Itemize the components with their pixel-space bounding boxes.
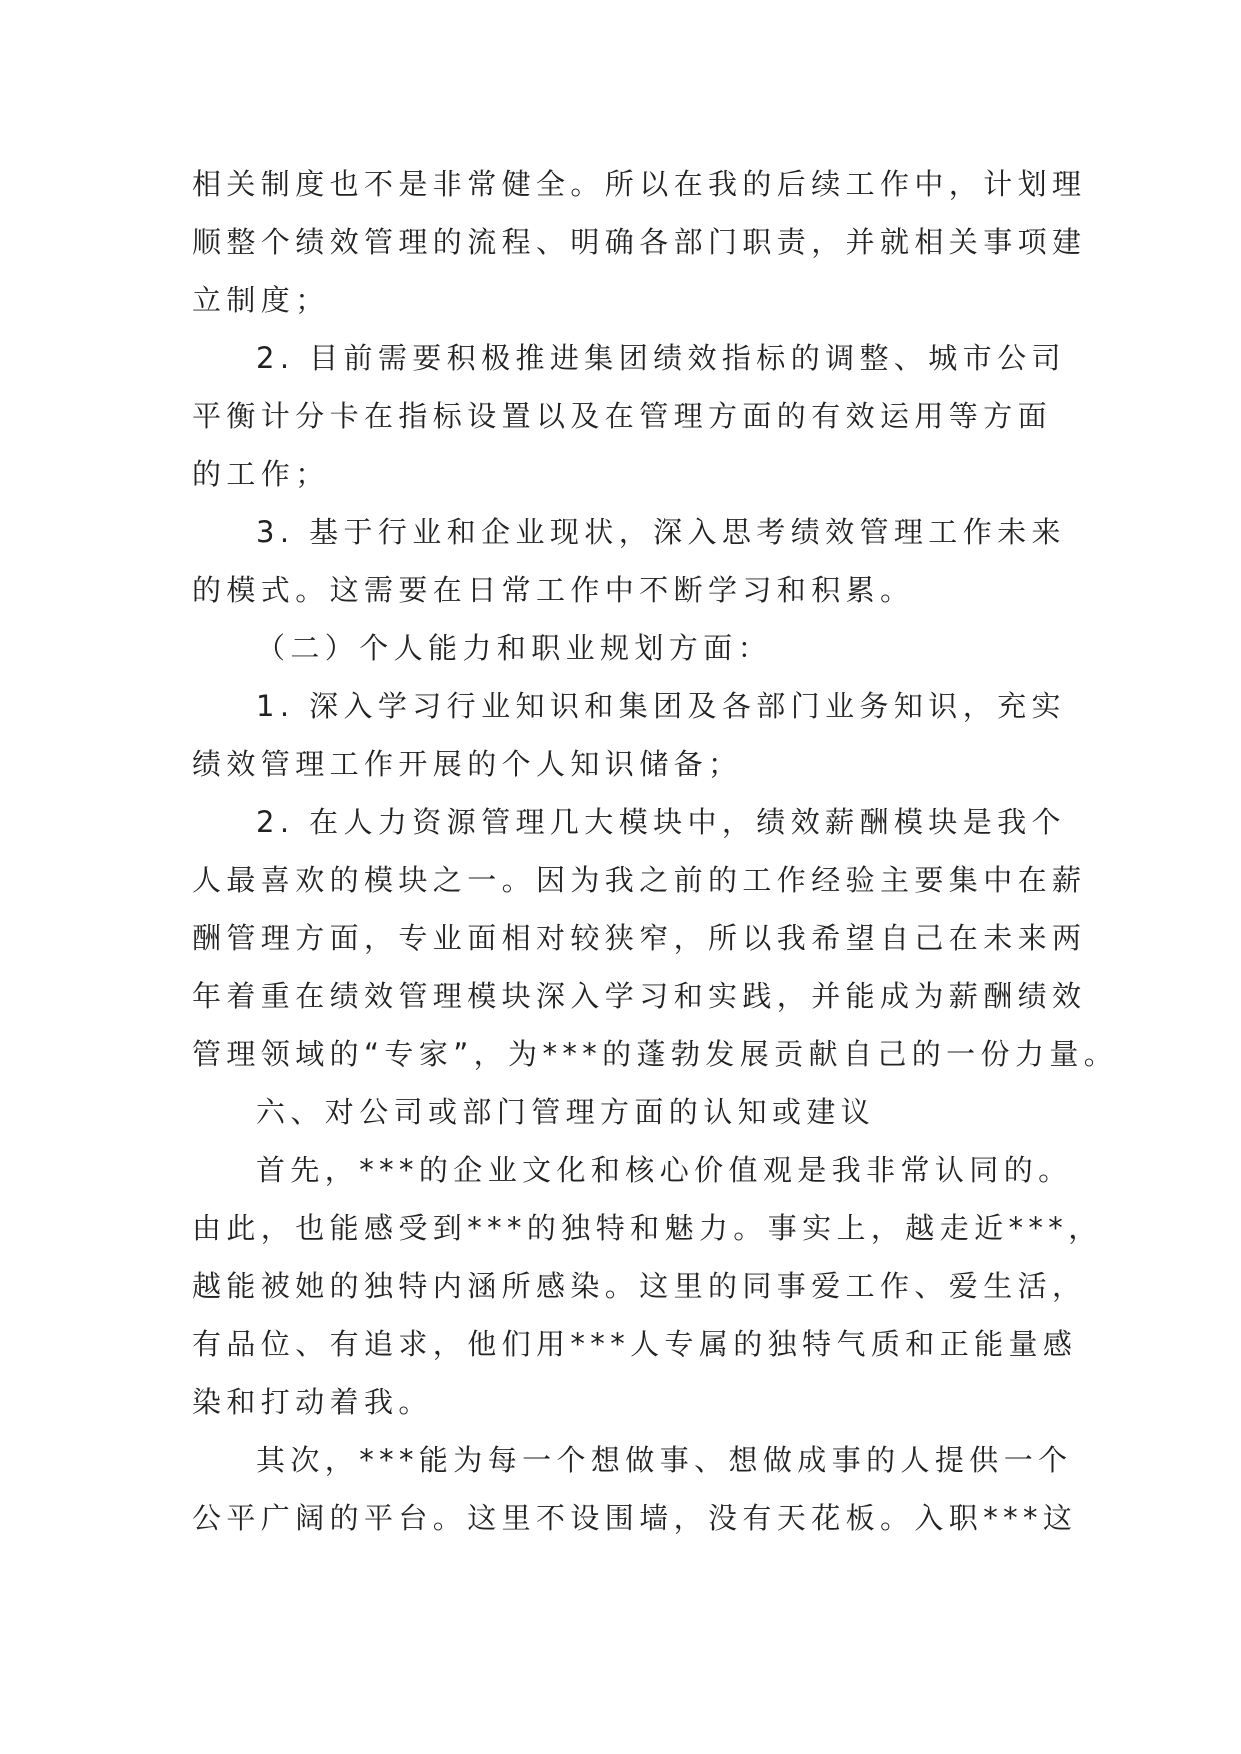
text-line: 人最喜欢的模块之一。因为我之前的工作经验主要集中在薪 — [192, 863, 1087, 897]
list-item-line: 1. 深入学习行业知识和集团及各部门业务知识，充实 — [256, 689, 1066, 723]
text-line: 年着重在绩效管理模块深入学习和实践，并能成为薪酬绩效 — [192, 979, 1087, 1013]
text-line: 立制度； — [192, 283, 330, 317]
text-line: 公平广阔的平台。这里不设围墙，没有天花板。入职***这 — [192, 1501, 1078, 1535]
list-item-line: 2. 目前需要积极推进集团绩效指标的调整、城市公司 — [256, 341, 1066, 375]
text-line: 的工作； — [192, 457, 330, 491]
text-line: 绩效管理工作开展的个人知识储备； — [192, 747, 743, 781]
text-line: 越能被她的独特内涵所感染。这里的同事爱工作、爱生活， — [192, 1269, 1087, 1303]
text-line: 管理领域的“专家”，为***的蓬勃发展贡献自己的一份力量。 — [192, 1037, 1119, 1071]
section-heading: （二）个人能力和职业规划方面： — [256, 631, 773, 665]
text-line: 染和打动着我。 — [192, 1385, 433, 1419]
document-body — [192, 155, 1119, 1547]
section-heading: 六、对公司或部门管理方面的认知或建议 — [256, 1095, 876, 1129]
text-line: 有品位、有追求，他们用***人专属的独特气质和正能量感 — [192, 1327, 1078, 1361]
text-line: 平衡计分卡在指标设置以及在管理方面的有效运用等方面 — [192, 399, 1053, 433]
text-line: 由此，也能感受到***的独特和魅力。事实上，越走近***， — [192, 1211, 1103, 1245]
list-item-line: 3. 基于行业和企业现状，深入思考绩效管理工作未来 — [256, 515, 1066, 549]
text-line: 顺整个绩效管理的流程、明确各部门职责，并就相关事项建 — [192, 225, 1087, 259]
list-item-line: 2. 在人力资源管理几大模块中，绩效薪酬模块是我个 — [256, 805, 1066, 839]
text-line: 相关制度也不是非常健全。所以在我的后续工作中，计划理 — [192, 167, 1087, 201]
paragraph-first-line: 首先，***的企业文化和核心价值观是我非常认同的。 — [256, 1153, 1073, 1187]
text-line: 的模式。这需要在日常工作中不断学习和积累。 — [192, 573, 915, 607]
text-line: 酬管理方面，专业面相对较狭窄，所以我希望自己在未来两 — [192, 921, 1087, 955]
paragraph-first-line: 其次，***能为每一个想做事、想做成事的人提供一个 — [256, 1443, 1073, 1477]
